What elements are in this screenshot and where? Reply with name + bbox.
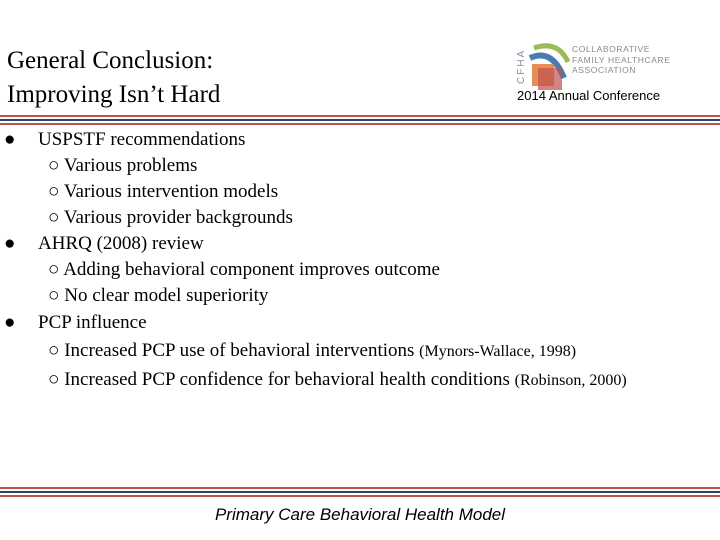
circle-bullet-icon: ○: [48, 259, 60, 280]
circle-bullet-icon: ○: [48, 181, 60, 202]
sub-bullet-text: Increased PCP confidence for behavioral health conditions: [64, 369, 510, 390]
bullet-dot-icon: ●: [4, 129, 16, 150]
sub-bullet-item: [48, 181, 278, 203]
logo-mark-text: CFHA: [516, 48, 527, 84]
sub-bullet-item: [48, 369, 627, 391]
citation: (Mynors-Wallace, 1998): [419, 343, 577, 360]
sub-bullet-item: [48, 285, 268, 307]
title-line-2: Improving Isn’t Hard: [7, 81, 221, 108]
conference-label: 2014 Annual Conference: [517, 88, 661, 103]
sub-bullet-item: [48, 207, 293, 229]
bullet-item: [4, 312, 147, 334]
sub-bullet-text: Increased PCP use of behavioral interventions: [64, 340, 415, 361]
logo-text: [572, 44, 671, 76]
circle-bullet-icon: ○: [48, 369, 60, 390]
sub-bullet-text: Various intervention models: [63, 181, 279, 202]
bullet-dot-icon: ●: [4, 233, 16, 254]
bullet-item: [4, 233, 204, 255]
title-line-1: General Conclusion:: [7, 47, 214, 74]
sub-bullet-item: [48, 340, 576, 362]
sub-bullet-item: [48, 259, 440, 281]
sub-bullet-text: No clear model superiority: [64, 285, 269, 306]
bullet-dot-icon: ●: [4, 312, 16, 333]
sub-bullet-item: [48, 155, 197, 177]
bullet-text: AHRQ (2008) review: [38, 233, 204, 254]
bullet-item: [4, 129, 245, 151]
bullet-text: PCP influence: [38, 312, 147, 333]
sub-bullet-text: Various problems: [63, 155, 198, 176]
logo-circle-red: [538, 68, 562, 90]
sub-bullet-text: Adding behavioral component improves outcome: [63, 259, 440, 280]
citation: (Robinson, 2000): [514, 372, 627, 389]
footer-divider: [0, 487, 720, 497]
logo-name-line-3: ASSOCIATION: [572, 65, 637, 75]
circle-bullet-icon: ○: [48, 155, 60, 176]
logo-name-line-1: COLLABORATIVE: [572, 44, 651, 54]
sub-bullet-text: Various provider backgrounds: [63, 207, 293, 228]
header-divider: [0, 115, 720, 125]
slide-title: [7, 44, 220, 112]
circle-bullet-icon: ○: [48, 207, 60, 228]
bullet-text: USPSTF recommendations: [38, 129, 246, 150]
circle-bullet-icon: ○: [48, 285, 60, 306]
circle-bullet-icon: ○: [48, 340, 60, 361]
footer-title: Primary Care Behavioral Health Model: [214, 505, 506, 524]
logo-name-line-2: FAMILY HEALTHCARE: [572, 54, 671, 65]
